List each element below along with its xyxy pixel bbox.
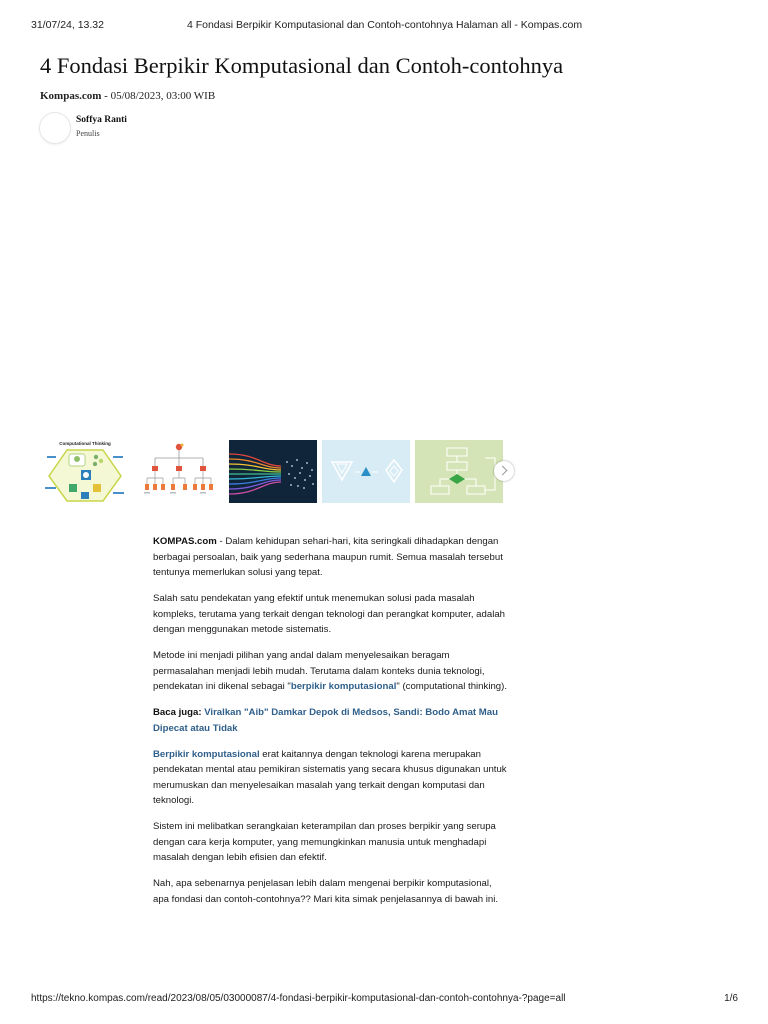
print-datetime: 31/07/24, 13.32 (31, 19, 104, 31)
link-berpikir-komputasional[interactable]: berpikir komputasional (290, 681, 397, 692)
baca-juga-label: Baca juga: (153, 707, 205, 718)
gallery-thumb-flowchart[interactable] (415, 440, 503, 503)
gallery-thumb-computational-thinking[interactable] (41, 440, 129, 503)
print-url: https://tekno.kompas.com/read/2023/08/05/03000087/4-fondasi-berpikir-komputasional-dan-contoh-contohnya-?page=all (31, 993, 566, 1004)
gallery-thumb-data-lines[interactable] (229, 440, 317, 503)
paragraph-text: erat kaitannya dengan teknologi karena merupakan pendekatan mental atau pemikiran sistematis yang secara khusus digunakan untuk merumuskan dan menyelesaikan masalah yang terkait dengan komputasi dan teknologi. (153, 748, 507, 806)
author-avatar (40, 113, 70, 143)
thumb-title: Computational Thinking (59, 441, 111, 446)
image-gallery (41, 440, 507, 503)
paragraph-2: Salah satu pendekatan yang efektif untuk menemukan solusi pada masalah kompleks, terutama yang terkait dengan teknologi dan perangkat komputer, adalah dengan menggunakan metode sistematis. (153, 593, 505, 635)
publish-date: - 05/08/2023, 03:00 WIB (101, 90, 216, 102)
paragraph-text: Metode ini menjadi pilihan yang andal dalam menyelesaikan beragam permasalahan menjadi lebih mudah. Terutama dalam konteks dunia teknologi, pendekatan ini dikenal sebagai " (153, 650, 485, 692)
gallery-thumb-pattern-shapes[interactable] (322, 440, 410, 503)
baca-juga-link[interactable]: Viralkan "Aib" Damkar Depok di Medsos, Sandi: Bodo Amat Mau Dipecat atau Tidak (153, 707, 498, 734)
dateline: KOMPAS.com (153, 536, 217, 547)
paragraph-intro (153, 534, 508, 581)
author-name[interactable]: Soffya Ranti (76, 115, 127, 125)
paragraph-4 (153, 747, 508, 809)
paragraph-5: Sistem ini melibatkan serangkaian keterampilan dan proses berpikir yang serupa dengan cara kerja komputer, yang memungkinkan manusia untuk menghadapi masalah dengan lebih efisien dan efektif. (153, 821, 496, 863)
article-meta (40, 90, 215, 102)
gallery-thumb-decomposition-tree[interactable] (135, 440, 223, 503)
paragraph-text: " (computational thinking). (396, 681, 507, 692)
link-berpikir-komputasional-2[interactable]: Berpikir komputasional (153, 748, 260, 760)
baca-juga (153, 705, 508, 736)
print-document-title: 4 Fondasi Berpikir Komputasional dan Contoh-contohnya Halaman all - Kompas.com (186, 19, 583, 31)
page-number: 1/6 (724, 993, 738, 1004)
author-role: Penulis (76, 129, 100, 138)
source-name: Kompas.com (40, 90, 102, 102)
gallery-next-button[interactable] (494, 461, 514, 481)
paragraph-text: - Dalam kehidupan sehari-hari, kita seringkali dihadapkan dengan berbagai persoalan, baik yang sederhana maupun rumit. Semua masalah tersebut tentunya memerlukan solusi yang tepat. (153, 536, 503, 578)
article-body (153, 534, 508, 918)
paragraph-6: Nah, apa sebenarnya penjelasan lebih dalam mengenai berpikir komputasional, apa fondasi dan contoh-contohnya?? Mari kita simak penjelasannya di bawah ini. (153, 878, 499, 905)
article-title: 4 Fondasi Berpikir Komputasional dan Contoh-contohnya (40, 53, 564, 78)
paragraph-3 (153, 648, 508, 695)
